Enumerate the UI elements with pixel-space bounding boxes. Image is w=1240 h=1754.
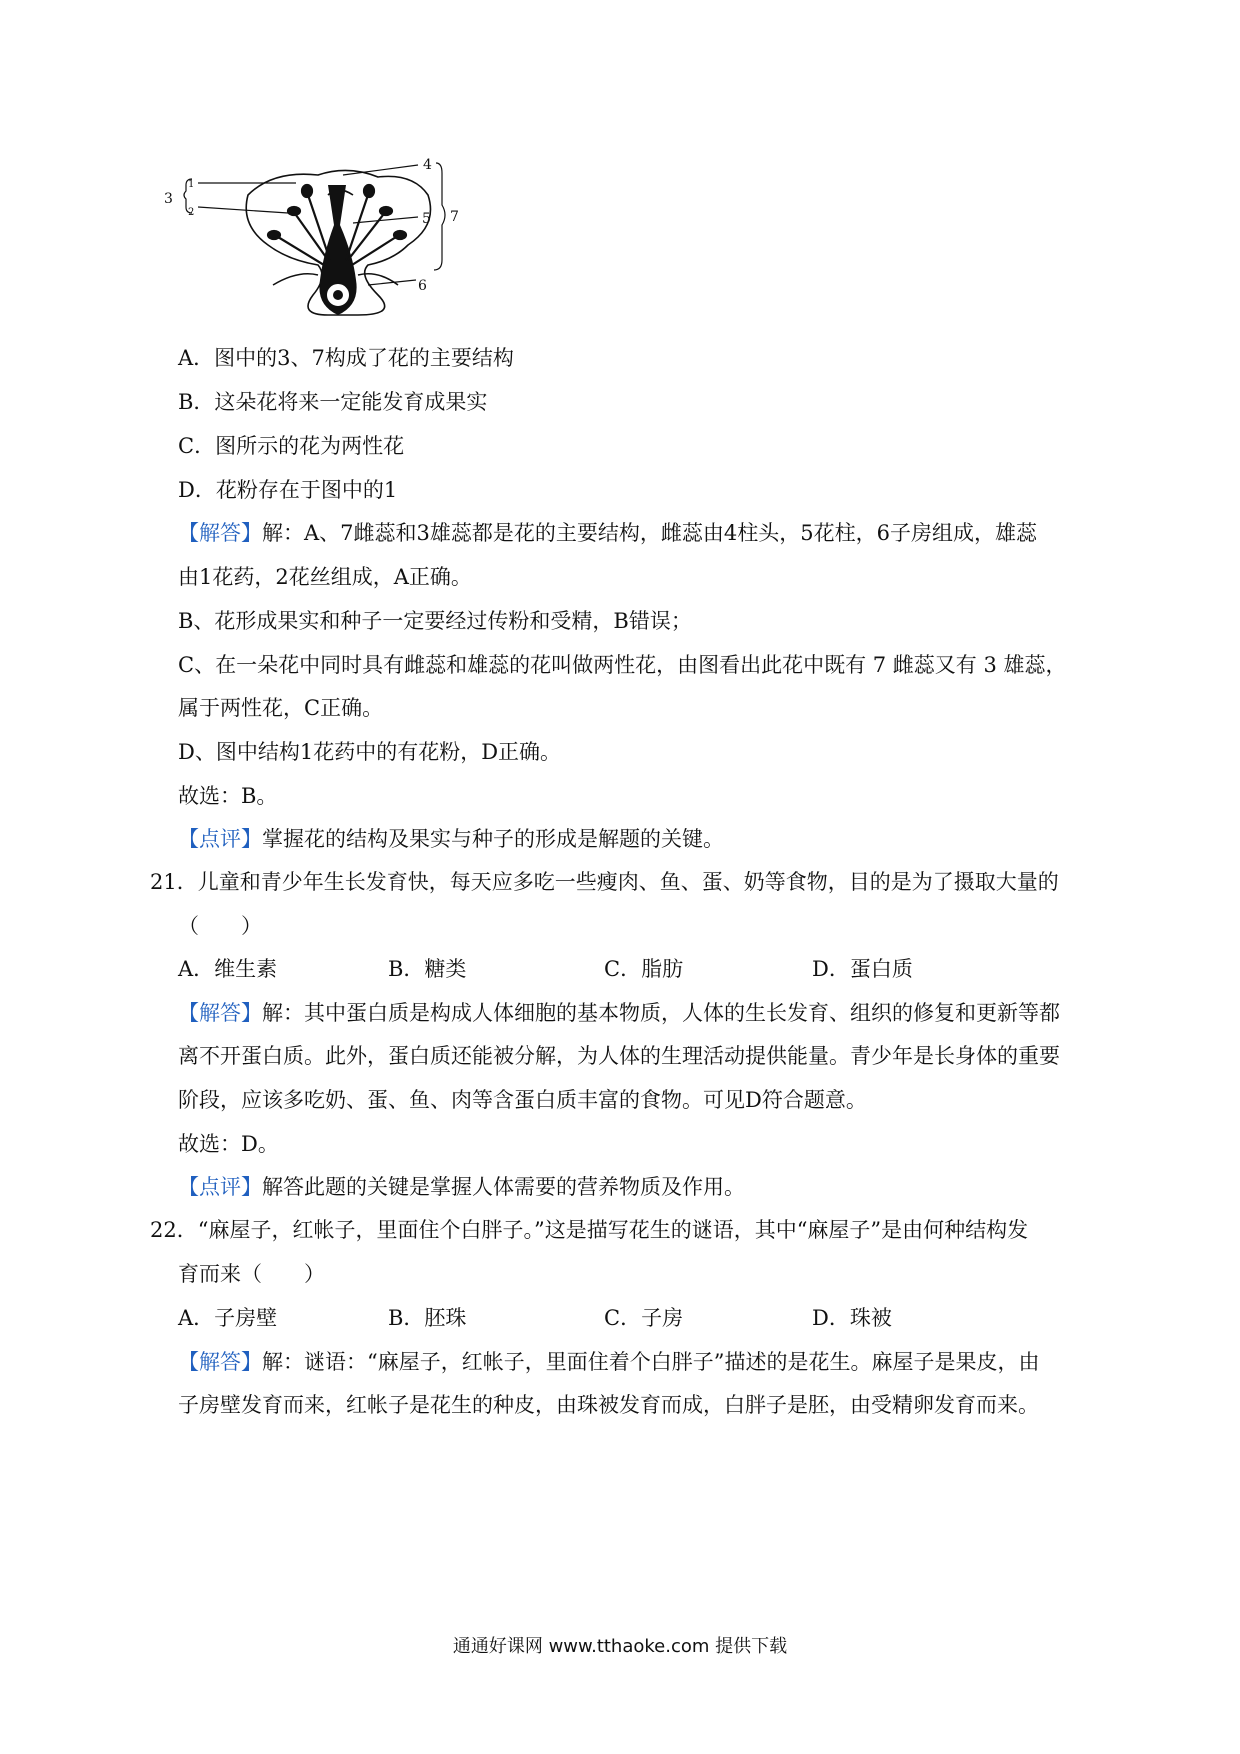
answer-text: 解：谜语：“麻屋子，红帐子，里面住着个白胖子”描述的是花生。麻屋子是果皮，由 bbox=[262, 1350, 1040, 1374]
q20-answer-line: 属于两性花，C正确。 bbox=[178, 696, 384, 720]
q20-answer-line: B、花形成果实和种子一定要经过传粉和受精，B错误； bbox=[178, 609, 692, 633]
answer-text: 解：A、7雌蕊和3雄蕊都是花的主要结构，雌蕊由4柱头，5花柱，6子房组成，雄蕊 bbox=[262, 521, 1037, 545]
q21-comment bbox=[178, 1172, 745, 1202]
q22-answer-line: 子房壁发育而来，红帐子是花生的种皮，由珠被发育而成，白胖子是胚，由受精卵发育而来。 bbox=[178, 1393, 1039, 1417]
q20-answer-line: C、在一朵花中同时具有雌蕊和雄蕊的花叫做两性花，由图看出此花中既有 7 雌蕊又有 3 雄蕊， bbox=[178, 653, 1067, 677]
figure-label-7: 7 bbox=[450, 209, 459, 225]
figure-label-6: 6 bbox=[418, 278, 427, 294]
figure-label-5: 5 bbox=[422, 211, 431, 227]
q22-option-a: A．子房壁 bbox=[178, 1306, 278, 1330]
q22-answer-line bbox=[178, 1347, 1039, 1377]
q21-option-a: A．维生素 bbox=[178, 957, 278, 981]
flower-diagram bbox=[164, 157, 518, 340]
q21-answer-line: 阶段，应该多吃奶、蛋、鱼、肉等含蛋白质丰富的食物。可见D符合题意。 bbox=[178, 1088, 867, 1112]
figure-label-2: 2 bbox=[188, 207, 195, 218]
comment-text: 掌握花的结构及果实与种子的形成是解题的关键。 bbox=[262, 827, 724, 851]
page-footer: 通通好课网 www.tthaoke.com 提供下载 bbox=[452, 1636, 788, 1657]
comment-tag: 【点评】 bbox=[178, 827, 262, 851]
q22-option-c: C．子房 bbox=[604, 1306, 684, 1330]
comment-text: 解答此题的关键是掌握人体需要的营养物质及作用。 bbox=[262, 1175, 745, 1199]
figure-label-3: 3 bbox=[164, 191, 173, 207]
q21-option-b: B．糖类 bbox=[388, 957, 467, 981]
q22-stem-cont: 育而来（ ） bbox=[178, 1262, 325, 1286]
answer-text: 解：其中蛋白质是构成人体细胞的基本物质，人体的生长发育、组织的修复和更新等都 bbox=[262, 1001, 1060, 1025]
q20-comment bbox=[178, 824, 724, 854]
figure-label-4: 4 bbox=[423, 157, 432, 173]
q21-stem-cont: （ ） bbox=[178, 914, 262, 938]
q21-answer-line bbox=[178, 998, 1060, 1028]
q20-answer-line bbox=[178, 518, 1037, 548]
q21-answer-choice: 故选：D。 bbox=[178, 1132, 279, 1156]
q20-option-a: A．图中的3、7构成了花的主要结构 bbox=[178, 346, 514, 370]
q20-option-c: C．图所示的花为两性花 bbox=[178, 434, 405, 458]
answer-tag: 【解答】 bbox=[178, 1001, 262, 1025]
q22-option-b: B．胚珠 bbox=[388, 1306, 467, 1330]
answer-tag: 【解答】 bbox=[178, 1350, 262, 1374]
q22-stem: 22．“麻屋子，红帐子，里面住个白胖子。”这是描写花生的谜语，其中“麻屋子”是由何种结构发 bbox=[150, 1218, 1029, 1242]
answer-tag: 【解答】 bbox=[178, 521, 262, 545]
q20-option-b: B．这朵花将来一定能发育成果实 bbox=[178, 390, 488, 414]
q22-option-d: D．珠被 bbox=[812, 1306, 892, 1330]
q20-answer-line: D、图中结构1花药中的有花粉，D正确。 bbox=[178, 740, 562, 764]
q20-option-d: D．花粉存在于图中的1 bbox=[178, 478, 398, 502]
q21-option-d: D．蛋白质 bbox=[812, 957, 913, 981]
figure-label-1: 1 bbox=[188, 179, 195, 190]
q20-answer-line: 由1花药，2花丝组成，A正确。 bbox=[178, 565, 472, 589]
q21-option-c: C．脂肪 bbox=[604, 957, 684, 981]
q21-answer-line: 离不开蛋白质。此外，蛋白质还能被分解，为人体的生理活动提供能量。青少年是长身体的重要 bbox=[178, 1044, 1060, 1068]
comment-tag: 【点评】 bbox=[178, 1175, 262, 1199]
q21-stem: 21．儿童和青少年生长发育快，每天应多吃一些瘦肉、鱼、蛋、奶等食物，目的是为了摄取大量的 bbox=[150, 870, 1059, 894]
q20-answer-choice: 故选：B。 bbox=[178, 784, 278, 808]
